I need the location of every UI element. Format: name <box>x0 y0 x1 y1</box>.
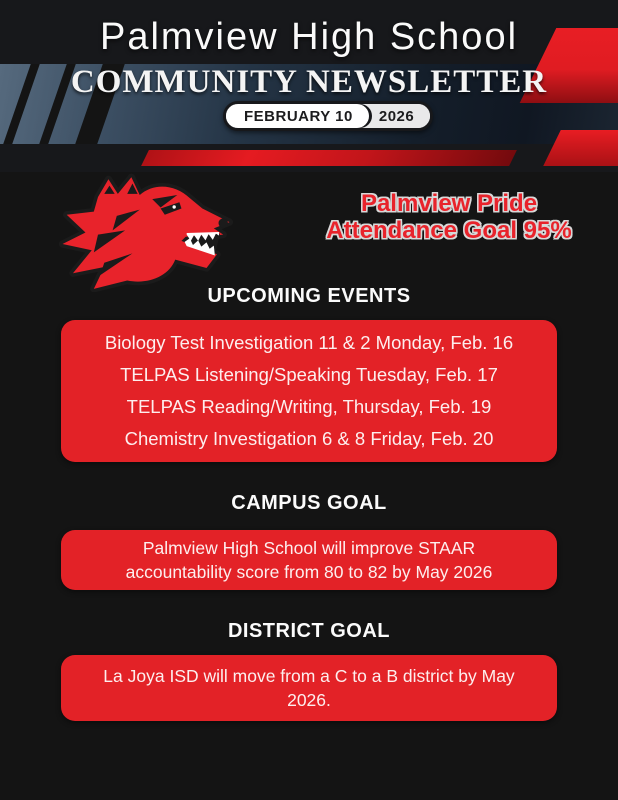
event-row: Biology Test Investigation 11 & 2 Monday, Feb. 16 <box>104 332 514 353</box>
pride-line-2: Attendance Goal 95% <box>326 217 572 244</box>
header <box>0 0 618 172</box>
wolf-mascot-icon <box>50 172 242 292</box>
event-row: Chemistry Investigation 6 & 8 Friday, Feb. 20 <box>124 428 494 449</box>
event-row: TELPAS Reading/Writing, Thursday, Feb. 19 <box>126 396 492 417</box>
red-accent-bar <box>141 150 517 166</box>
date-badge <box>223 101 433 131</box>
pride-line-1: Palmview Pride <box>360 190 538 217</box>
campus-goal-text: Palmview High School will improve STAAR accountability score from 80 to 82 by May 2026 <box>125 538 493 582</box>
campus-goal-box <box>61 530 557 590</box>
upcoming-events-box <box>61 320 557 462</box>
district-goal-text: La Joya ISD will move from a C to a B district by May 2026. <box>103 666 515 710</box>
attendance-goal-callout <box>296 190 602 244</box>
district-goal-box <box>61 655 557 721</box>
campus-goal-heading: CAMPUS GOAL <box>231 492 387 514</box>
event-row: TELPAS Listening/Speaking Tuesday, Feb. 17 <box>120 364 498 385</box>
district-goal-heading: DISTRICT GOAL <box>227 620 391 642</box>
newsletter-title: COMMUNITY NEWSLETTER <box>70 64 548 100</box>
upcoming-events-heading: UPCOMING EVENTS <box>207 285 411 307</box>
date-label: FEBRUARY 10 <box>226 104 369 128</box>
school-name-title: Palmview High School <box>99 16 519 58</box>
year-label: 2026 <box>361 104 430 128</box>
